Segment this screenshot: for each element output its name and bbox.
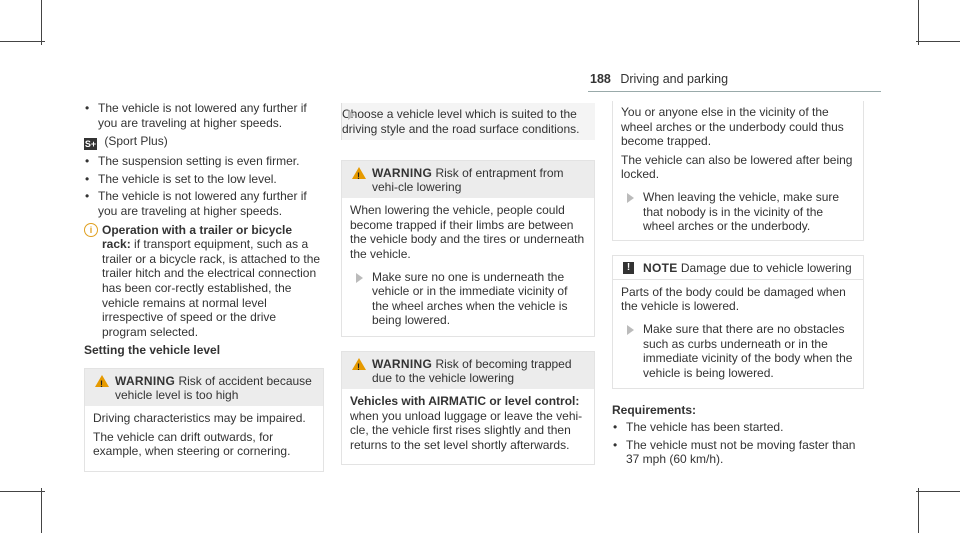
crop-mark xyxy=(41,488,42,533)
warning-header xyxy=(342,161,594,198)
section-title: Driving and parking xyxy=(620,72,729,86)
step-arrow-icon xyxy=(356,273,363,283)
warning-text: You or anyone else in the vicinity of the wheel arches or the underbody could thus become trapped. xyxy=(621,105,844,149)
column-2 xyxy=(341,101,595,465)
header-rule xyxy=(588,91,881,92)
step-instruction xyxy=(350,270,586,328)
list-item: • The vehicle must not be moving faster than 37 mph (60 km/h). xyxy=(612,438,864,467)
column-3 xyxy=(612,101,864,470)
warning-text: The vehicle can also be lowered after being locked. xyxy=(621,152,853,182)
warning-text: When lowering the vehicle, people could become trapped if their limbs are between the vehicle body and the tires or underneath the vehicle. xyxy=(350,203,585,261)
crop-mark xyxy=(41,0,42,45)
list-item: • The vehicle is not lowered any further if you are traveling at higher speeds. xyxy=(84,101,324,130)
warning-icon xyxy=(352,358,366,370)
step-text: Choose a vehicle level which is suited to the driving style and the road surface conditions. xyxy=(342,107,580,136)
warning-body xyxy=(85,406,323,471)
page-header xyxy=(590,72,728,86)
note-header xyxy=(613,256,863,280)
warning-header xyxy=(342,352,594,389)
sport-plus-label: (Sport Plus) xyxy=(104,134,168,149)
warning-tag: WARNING xyxy=(372,166,433,181)
column-1 xyxy=(84,101,324,472)
step-arrow-icon xyxy=(348,110,355,120)
info-text: if transport equipment, such as a trailer or a bicycle rack, is attached to the trailer hitch and the electrical connection has been cor-rectly established, the vehicle remains at normal level irrespective of speed or the drive program selected. xyxy=(102,237,321,339)
crop-mark xyxy=(916,41,960,42)
step-instruction xyxy=(621,190,855,234)
warning-tag: WARNING xyxy=(372,356,433,371)
warning-title: Risk of becoming trapped due to the vehicle lowering xyxy=(372,356,572,385)
step-text: Make sure that there are no obstacles such as curbs underneath or in the immediate vicinity of the body when the vehicle is being lowered. xyxy=(643,321,853,380)
list-item: • The suspension setting is even firmer. xyxy=(84,154,324,169)
list-item: • The vehicle has been started. xyxy=(612,420,864,435)
info-note xyxy=(84,223,324,340)
warning-icon xyxy=(95,375,109,387)
list-item: • The vehicle is set to the low level. xyxy=(84,172,324,187)
warning-tag: WARNING xyxy=(115,373,176,388)
info-title: Operation with a trailer or bicycle rack: xyxy=(102,222,293,252)
note-box xyxy=(612,255,864,390)
warning-icon xyxy=(352,167,366,179)
note-body xyxy=(613,280,863,389)
warning-title: Risk of entrapment from vehi-cle lowering xyxy=(372,166,564,195)
step-arrow-icon xyxy=(627,325,634,335)
warning-title: Risk of accident because vehicle level is too high xyxy=(115,373,312,402)
section-heading: Setting the vehicle level xyxy=(84,343,221,358)
warning-header xyxy=(85,369,323,406)
step-text: Make sure no one is underneath the vehicle or in the immediate vicinity of the wheel arches when the vehicle is being lowered. xyxy=(372,269,568,328)
sport-plus-icon: S+ xyxy=(84,139,97,150)
sport-plus-mode xyxy=(84,134,324,150)
crop-mark xyxy=(0,41,45,42)
crop-mark xyxy=(918,488,919,533)
requirements-heading: Requirements: xyxy=(612,403,697,418)
note-title: Damage due to vehicle lowering xyxy=(680,260,852,275)
warning-line: The vehicle can drift outwards, for example, when steering or cornering. xyxy=(93,429,291,459)
warning-subhead: Vehicles with AIRMATIC or level control: xyxy=(350,393,580,408)
warning-box xyxy=(341,351,595,465)
warning-continuation xyxy=(612,101,864,241)
warning-text xyxy=(350,394,586,452)
note-icon: ! xyxy=(623,262,634,274)
note-text: Parts of the body could be damaged when the vehicle is lowered. xyxy=(621,284,846,314)
info-icon: i xyxy=(84,223,98,237)
warning-box xyxy=(341,160,595,337)
list-item: • The vehicle is not lowered any further if you are traveling at higher speeds. xyxy=(84,189,324,218)
step-instruction xyxy=(341,103,595,140)
warning-body xyxy=(342,389,594,464)
warning-text-body: when you unload luggage or leave the vehi-cle, the vehicle first rises slightly and then returns to the set level shortly afterwards. xyxy=(350,408,583,452)
step-arrow-icon xyxy=(627,193,634,203)
crop-mark xyxy=(918,0,919,45)
crop-mark xyxy=(0,491,45,492)
step-instruction xyxy=(621,322,855,380)
page-number: 188 xyxy=(590,72,611,86)
warning-line: Driving characteristics may be impaired. xyxy=(93,410,306,425)
crop-mark xyxy=(916,491,960,492)
warning-box xyxy=(84,368,324,472)
step-text: When leaving the vehicle, make sure that nobody is in the vicinity of the wheel arches or the underbody. xyxy=(643,189,840,234)
note-tag: NOTE xyxy=(643,260,678,275)
warning-body xyxy=(342,198,594,336)
